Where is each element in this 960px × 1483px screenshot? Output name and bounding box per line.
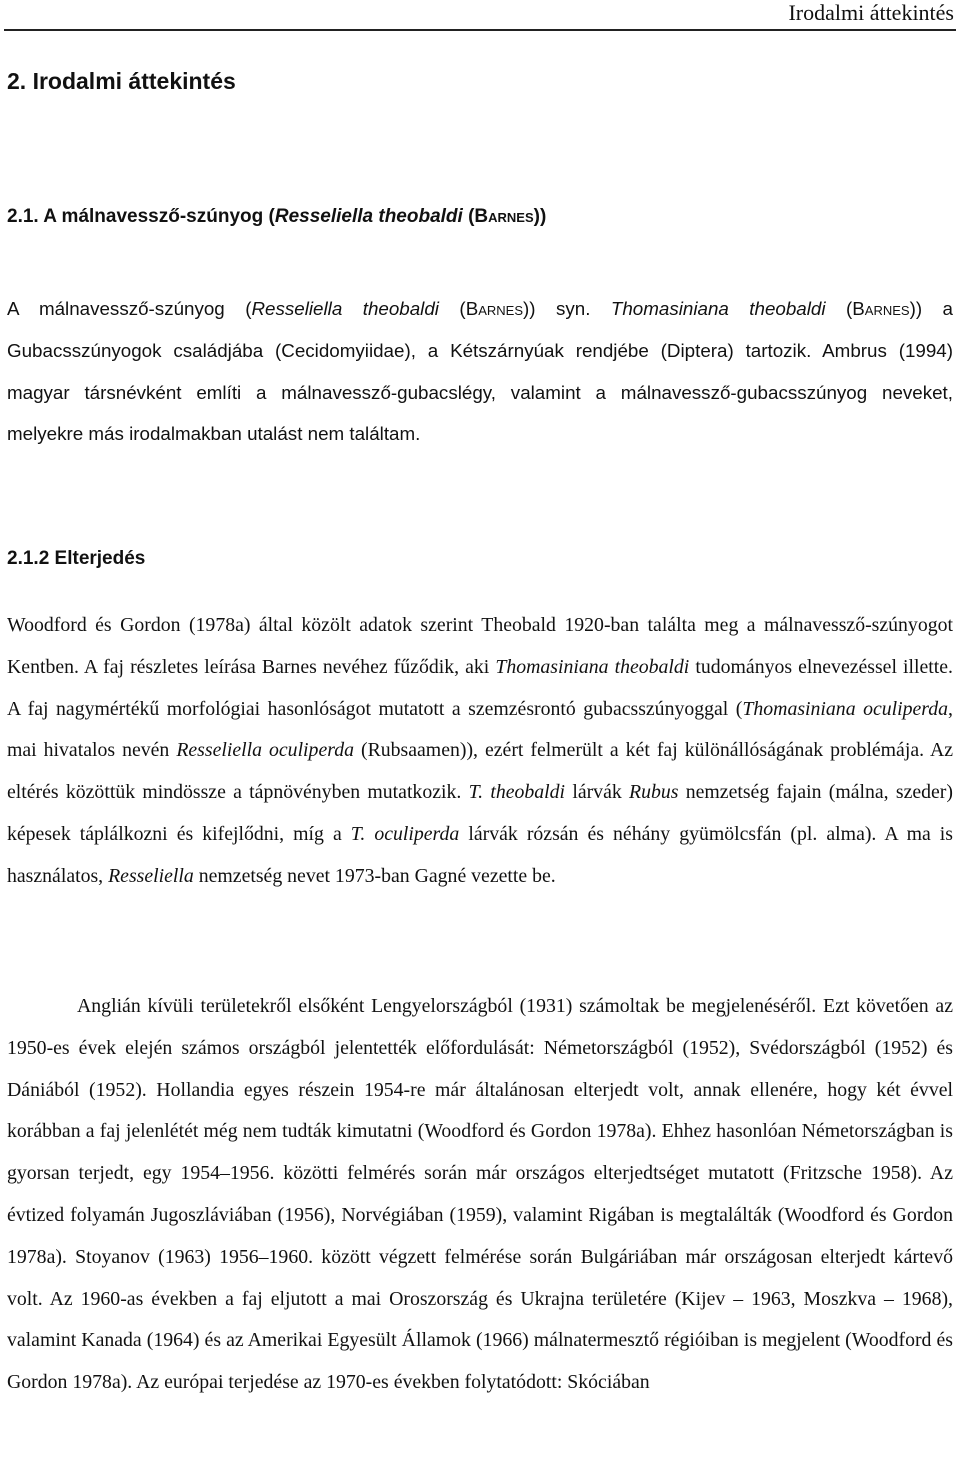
p1-author: arnes [478, 298, 524, 319]
p2-genus: Rubus [629, 781, 679, 804]
subsection-title-species: Resseliella theobaldi [274, 206, 463, 227]
p2-part: Woodford és Gordon (1978a) által közölt adatok szerint Theobald 1920-ban találta meg a málnavessző-szúnyogot Kentben. A faj részletes leírása Barnes nevéhez fűződik, aki [7, 614, 953, 678]
section-title: 2. Irodalmi áttekintés [7, 68, 236, 94]
p1-part: )) [909, 298, 923, 319]
p1-part: A málnavessző-szúnyog ( [7, 298, 252, 319]
p2-part: lárvák [565, 781, 630, 804]
p2-species: Thomasiniana theobaldi [495, 655, 690, 678]
p2-species: Resseliella oculiperda [176, 739, 354, 762]
subsection-title-author: Barnes [474, 206, 534, 227]
p1-part: (B [438, 298, 479, 319]
subsection-title-post: )) [533, 206, 547, 227]
p1-part: (B [825, 298, 865, 319]
paragraph-distribution-1 [7, 605, 953, 898]
p2-species: T. theobaldi [468, 781, 566, 804]
p1-author: arnes [864, 298, 910, 319]
p2-part: (Rubsaamen)), ezért felmerült a két faj különállóságának problémája. Az eltérés közöttük mindössze a tápnövényben mutatkozik. [7, 739, 954, 804]
p2-species: T. oculiperda [350, 822, 460, 845]
p2-part: nemzetség nevet 1973-ban Gagné vezette be. [193, 864, 556, 887]
subsubsection-title: 2.1.2 Elterjedés [7, 548, 146, 569]
paragraph-distribution-2: Anglián kívüli területekről elsőként Lengyelországból (1931) számoltak be megjelenéséről. Ezt követően az 1950-es évek elején számos országból jelentették előfordulását: Németországból (1952), Svédországból (1952) és Dániából (1952). Hollandia egyes részein 1954-re már általánosan elterjedt volt, annak ellenére, hogy két évvel korábban a faj jelenlétét még nem tudták kimutatni (Woodford és Gordon 1978a). Ehhez hasonlóan Németországban is gyorsan terjedt, egy 1954–1956. közötti felmérés során már országos elterjedtséget mutatott (Fritzsche 1958). Az évtized folyamán Jugoszláviában (1956), Norvégiában (1959), valamint Rigában is megtalálták (Woodford és Gordon 1978a). Stoyanov (1963) 1956–1960. között végzett felmérése során Bulgáriában már országosan elterjedt kártevő volt. Az 1960-as években a faj eljutott a mai Oroszország és Ukrajna területére (Kijev – 1963, Moszkva – 1968), valamint Kanada (1964) és az Amerikai Egyesült Államok (1966) málnatermesztő régióiban is megjelent (Woodford és Gordon 1978a). Az európai terjedése az 1970-es években folytatódott: Skóciában [7, 995, 953, 1394]
header-rule [4, 29, 956, 31]
p1-part: )) syn. [523, 298, 611, 319]
p2-part: lárvák rózsán és néhány gyümölcsfán (pl. alma). A ma is használatos, [7, 822, 953, 887]
running-header: Irodalmi áttekintés [788, 0, 954, 25]
subsection-title-pre: 2.1. A málnavessző-szúnyog ( [7, 206, 275, 227]
p2-species: Thomasiniana oculiperda [742, 697, 949, 720]
p2-genus: Resseliella [108, 864, 194, 887]
subsection-title-mid: ( [462, 206, 475, 227]
p2-part: , mai hivatalos nevén [7, 697, 953, 762]
p1-species: Resseliella theobaldi [251, 298, 439, 319]
paragraph-intro [7, 288, 953, 455]
p1-part: a Gubacsszúnyogok családjába (Cecidomyiidae), a Kétszárnyúak rendjébe (Diptera) tartozik. Ambrus (1994) magyar társnévként említi a málnavessző-gubacslégy, valamint a málnavessző-gubacsszúnyog neveket, melyekre más irodalmakban utalást nem találtam. [7, 298, 953, 445]
p2-part: nemzetség fajain (málna, szeder) képesek táplálkozni és kifejlődni, míg a [7, 781, 953, 845]
subsection-title [7, 203, 546, 231]
p2-part: tudományos elnevezéssel illette. A faj nagymértékű morfológiai hasonlóságot mutatott a szemzésrontó gubacsszúnyoggal ( [7, 655, 953, 720]
p1-synonym: Thomasiniana theobaldi [610, 298, 826, 319]
